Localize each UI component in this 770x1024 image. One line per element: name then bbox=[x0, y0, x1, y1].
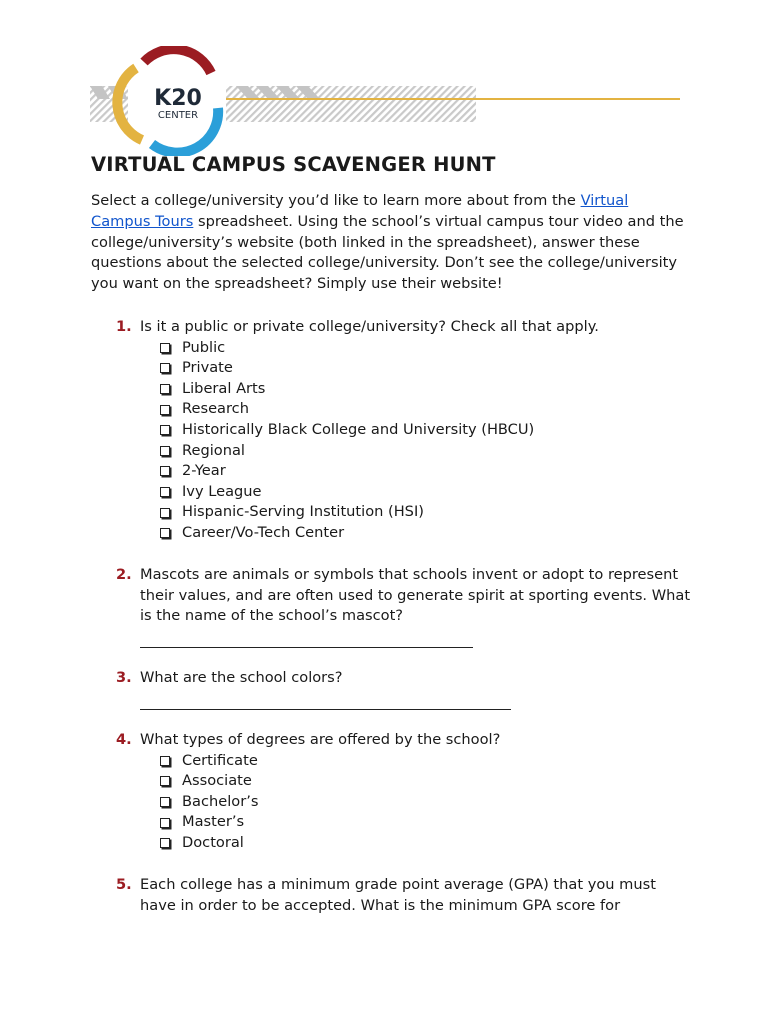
option-label: Public bbox=[182, 338, 226, 356]
option-masters bbox=[158, 812, 691, 833]
logo-k20-text: K20 bbox=[154, 86, 202, 111]
stripe-band bbox=[90, 86, 476, 122]
question-number: 4. bbox=[116, 731, 132, 748]
intro-paragraph bbox=[91, 191, 691, 295]
question-number: 5. bbox=[116, 876, 132, 893]
answer-line[interactable] bbox=[140, 627, 473, 649]
option-label: Career/Vo-Tech Center bbox=[182, 523, 345, 541]
option-label: Historically Black College and University (HBCU) bbox=[182, 420, 535, 438]
checkbox[interactable] bbox=[160, 776, 170, 786]
intro-text-after: spreadsheet. Using the school’s virtual campus tour video and the college/university’s website (both linked in the spreadsheet), answer these questions about the selected college/university. Don’t see the college/university you want on the spreadsheet? Simply use their website! bbox=[91, 212, 684, 293]
question-1 bbox=[91, 317, 691, 544]
option-liberal-arts bbox=[158, 379, 691, 400]
page-header bbox=[0, 0, 770, 160]
option-2-year bbox=[158, 461, 691, 482]
option-label: Master’s bbox=[182, 813, 245, 831]
option-label: Private bbox=[182, 359, 233, 377]
option-hsi bbox=[158, 502, 691, 523]
option-hbcu bbox=[158, 420, 691, 441]
option-ivy-league bbox=[158, 482, 691, 503]
question-text: Each college has a minimum grade point average (GPA) that you must have in order to be accepted. What is the minimum GPA score for bbox=[140, 876, 656, 914]
option-associate bbox=[158, 771, 691, 792]
checkbox[interactable] bbox=[160, 838, 170, 848]
checkbox[interactable] bbox=[160, 487, 170, 497]
option-list bbox=[91, 338, 691, 544]
checkbox[interactable] bbox=[160, 466, 170, 476]
option-list bbox=[91, 751, 691, 854]
option-regional bbox=[158, 441, 691, 462]
question-number: 3. bbox=[116, 669, 132, 686]
intro-text-before: Select a college/university you’d like to learn more about from the bbox=[91, 192, 581, 209]
question-3 bbox=[91, 668, 691, 710]
option-label: 2-Year bbox=[182, 462, 226, 480]
question-5 bbox=[91, 875, 691, 916]
option-label: Certificate bbox=[182, 751, 258, 769]
question-number: 2. bbox=[116, 566, 132, 583]
checkbox[interactable] bbox=[160, 343, 170, 353]
option-research bbox=[158, 399, 691, 420]
option-label: Research bbox=[182, 400, 249, 418]
virtual-campus-tours-link[interactable]: Virtual Campus Tours bbox=[91, 192, 629, 230]
k20-center-logo bbox=[86, 46, 686, 156]
question-text: What types of degrees are offered by the school? bbox=[140, 731, 501, 748]
option-doctoral bbox=[158, 833, 691, 854]
option-label: Ivy League bbox=[182, 482, 262, 500]
question-4 bbox=[91, 730, 691, 854]
checkbox[interactable] bbox=[160, 384, 170, 394]
question-text: What are the school colors? bbox=[140, 669, 343, 686]
checkbox[interactable] bbox=[160, 528, 170, 538]
question-text: Is it a public or private college/university? Check all that apply. bbox=[140, 318, 599, 335]
option-private bbox=[158, 358, 691, 379]
checkbox[interactable] bbox=[160, 797, 170, 807]
option-label: Doctoral bbox=[182, 833, 244, 851]
option-bachelors bbox=[158, 792, 691, 813]
logo-center-text: CENTER bbox=[157, 110, 199, 121]
question-2 bbox=[91, 565, 691, 648]
checkbox[interactable] bbox=[160, 405, 170, 415]
option-label: Liberal Arts bbox=[182, 379, 266, 397]
checkbox[interactable] bbox=[160, 818, 170, 828]
option-career-vo-tech bbox=[158, 523, 691, 544]
option-label: Bachelor’s bbox=[182, 792, 259, 810]
checkbox[interactable] bbox=[160, 425, 170, 435]
question-number: 1. bbox=[116, 318, 132, 335]
checkbox[interactable] bbox=[160, 363, 170, 373]
option-label: Hispanic-Serving Institution (HSI) bbox=[182, 503, 424, 521]
page-title: VIRTUAL CAMPUS SCAVENGER HUNT bbox=[91, 153, 496, 176]
option-label: Associate bbox=[182, 772, 252, 790]
option-label: Regional bbox=[182, 441, 245, 459]
checkbox[interactable] bbox=[160, 446, 170, 456]
option-certificate bbox=[158, 751, 691, 772]
answer-line[interactable] bbox=[140, 689, 511, 711]
question-text: Mascots are animals or symbols that schools invent or adopt to represent their values, and are often used to generate spirit at sporting events. What is the name of the school’s mascot? bbox=[140, 566, 691, 625]
checkbox[interactable] bbox=[160, 756, 170, 766]
option-public bbox=[158, 338, 691, 359]
checkbox[interactable] bbox=[160, 508, 170, 518]
